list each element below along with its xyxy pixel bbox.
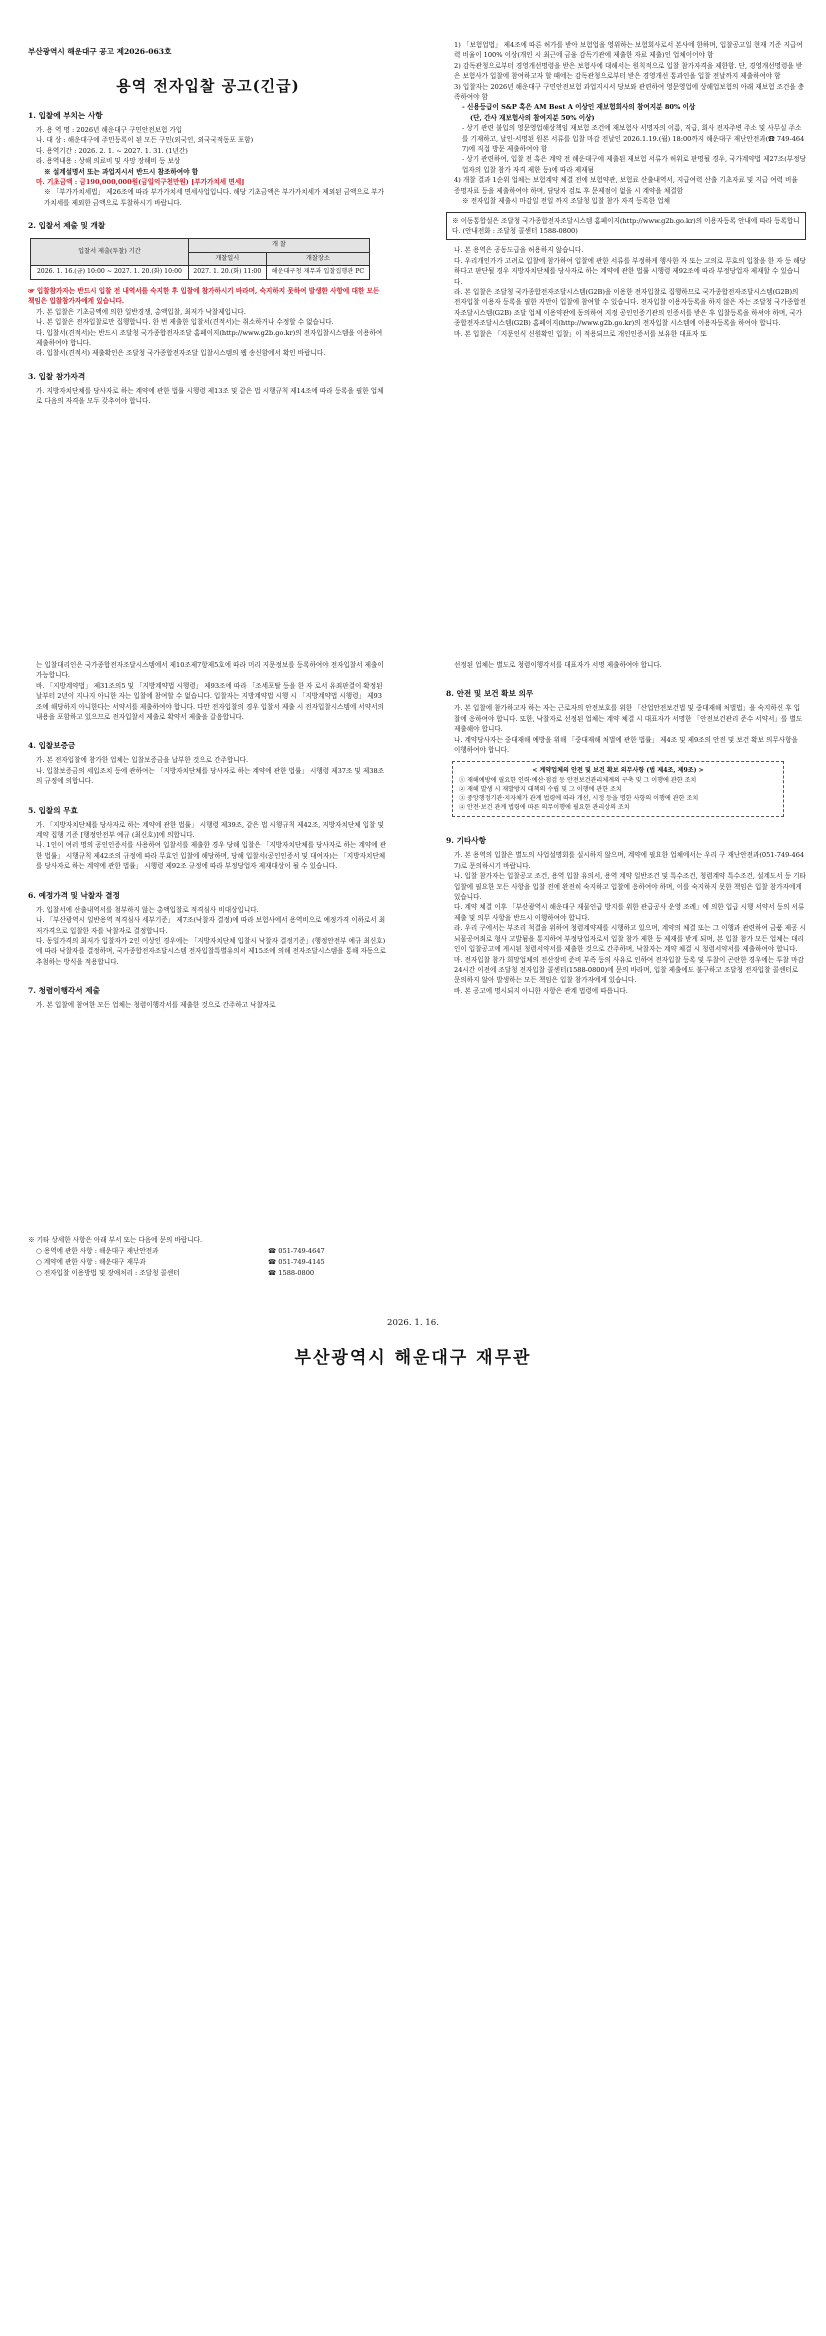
page2-right-column	[446, 660, 806, 996]
issuer-signature: 부산광역시 해운대구 재무관	[294, 1348, 532, 1368]
section-9-heading: 9. 기타사항	[446, 836, 486, 846]
table-header-opening: 개 찰	[188, 239, 369, 253]
contact-1-dept: ○ 용역에 관한 사항 : 해운대구 재난안전과	[36, 1247, 159, 1255]
s1-note-1: ※ 설계설명서 또는 과업지시서 반드시 참조하여야 함	[44, 167, 199, 176]
r1-item-na: 나. 본 용역은 공동도급을 허용하지 않습니다.	[454, 246, 584, 255]
registration-note: ※ 이동통합설은 조달청 국가종합전자조달시스템 홈페이지(http://www.g2b.go.kr)의 이용자등록 안내에 따라 등록합니다. (안내전화 : 조달청 콜센터 1588-0800)	[452, 216, 800, 235]
section-3-heading: 3. 입찰 참가자격	[28, 371, 86, 381]
table-header-time: 개찰일시	[188, 252, 266, 266]
s9-item-c: 다. 계약 체결 이후 「부산광역시 해운대구 재물인급 방지를 위한 관급공사 운영 조례」에 의한 입급 시행 서약서 등의 서류제출 및 의무 사항을 반드시 이행하여야 합니다.	[454, 903, 805, 922]
s1-item-c: 다. 용역기간 : 2026. 2. 1. ~ 2027. 1. 31. (1년간)	[36, 146, 188, 155]
notice-number: 부산광역시 해운대구 공고 제2026-063호	[28, 47, 172, 56]
s4-item-b: 나. 입찰보증금의 세입조치 등에 관하여는 「지방자치단체를 당사자로 하는 계약에 관한 법률」 시행령 제37조 및 제38조의 규정에 의합니다.	[36, 766, 385, 786]
s4-item-a: 가. 본 전자입찰에 참가한 업체는 입찰보증금을 납부한 것으로 간주합니다.	[36, 756, 249, 765]
s9-item-b: 나. 입찰 참가자는 입찰공고 조건, 용역 입찰 유의서, 용역 계약 일반조건 및 특수조건, 청렴계약 특수조건, 설계도서 등 기타 입찰에 필요한 모든 사항을 입찰 전에 완전히 숙지하고 입찰에 응하여야 하며, 이를 숙지하지 못한 책임은 입찰 참가자에게 있습니다.	[454, 872, 806, 902]
s6-item-c: 다. 동일가격의 최저가 입찰자가 2인 이상인 경우에는 「지방자치단체 입찰시 낙찰자 결정기준」(행정안전부 예규 최신호)에 따라 낙찰자를 결정하며, 국가종합전자조달시스템 전자입찰특별유의서 제15조에 의해 전자조달시스템을 통해 자동으로 추첨하는 방식을 적용합니다.	[36, 936, 386, 966]
section-6-heading: 6. 예정가격 및 낙찰자 결정	[28, 890, 120, 900]
s3-item-ba: 바. 「지방계약법」 제31조의5 및 「지방계약법 시행령」 제93조에 따라 「조세포탈 등을 한 자 로서 유죄판결이 확정된 날부터 2년이 지나지 아니한 자는 입찰에 참여할 수 없습니다. 입찰자는 지방계약법 시행 시 「지방계약법 시행령」 제93조에 해당하지 아니한다는 서약서를 제출하여야 합니다. 다만 전자입찰의 경우 입찰서 제출 시 전자입찰시스템에 서약서의 내용을 포함하고 있으므로 전자입찰서 제출로 확약서 제출을 갈음합니다.	[36, 681, 384, 722]
safety-box-item-3: ③ 중앙행정기관·지자체가 관계 법령에 따라 개선, 시정 등을 명한 사항의 이행에 관한 조치	[459, 795, 699, 803]
section-8-heading: 8. 안전 및 보건 확보 의무	[446, 689, 534, 699]
page1-left-column	[28, 46, 388, 407]
section-1-heading: 1. 입찰에 부치는 사항	[28, 111, 103, 120]
s2-item-a: 가. 본 입찰은 기초금액에 의한 일반경쟁, 총액입찰, 최저가 낙찰제입니다.	[36, 307, 246, 316]
r1-para-5: ※ 전자입찰 제출시 마감일 전일 까지 조달청 입찰 참가 자격 등록한 업체	[462, 197, 670, 206]
r1-para-1: 1) 「보험업법」 제4조에 따른 허가를 받아 보험업을 영위하는 보험회사로서 본사에 한하며, 입찰공고일 현재 기준 지급여력 비율이 100% 이상(개인 시 최근에 금융 감독기관에 제출한 자료 제출)인 업체이어야 함	[454, 41, 803, 60]
s2-warning: ☞ 입찰참가자는 반드시 입찰 전 내역서를 숙지한 후 입찰에 참가하시기 바라며, 숙지하지 못하여 발생한 사항에 대한 모든 책임은 입찰참가자에게 있습니다.	[28, 287, 380, 306]
r1-para-3a: - 신용등급이 S&P 혹은 AM Best A 이상인 재보험회사의 참여지분 80% 이상	[462, 103, 696, 112]
r1-para-3: 3) 입찰자는 2026년 해운대구 구민안전보험 과업지시서 당보와 관련하여 영문영업에 상해업보험의 아래 재보험 조건을 충족하여야 함	[454, 82, 805, 102]
page-3	[0, 1235, 826, 1435]
table-header-period: 입찰서 제출(투찰) 기간	[31, 239, 189, 266]
safety-box-item-1: ① 재해예방에 필요한 인력·예산·점검 등 안전보건관리체계의 구축 및 그 이행에 관한 조치	[459, 776, 697, 784]
registration-note-box	[446, 212, 806, 241]
s1-item-b: 나. 대 상 : 해운대구에 주민등록이 된 모든 구민(외국인, 외국국적동포 포함)	[36, 136, 254, 145]
schedule-table	[30, 238, 370, 280]
document-title: 용역 전자입찰 공고(긴급)	[116, 77, 300, 95]
page-2	[0, 660, 826, 1660]
page-1	[0, 0, 826, 620]
s3-continuation: 는 입찰대리인은 국가종합전자조달시스템에서 제10조제7항제5호에 따라 미리 지문정보를 등록하여야 전자입찰서 제출이 가능합니다.	[36, 661, 384, 680]
r1-para-3b: (단, 간사 재보험사의 참여지분 50% 이상)	[470, 113, 595, 122]
table-cell-time: 2027. 1. 20.(화) 11:00	[188, 266, 266, 280]
r1-item-ra: 라. 본 입찰은 조달청 국가종합전자조달시스템(G2B)을 이용한 전자입찰로 집행하므로 국가종합전자조달시스템(G2B)의 전자입찰 이용자 등록을 필한 자만이 입찰에 참여할 수 있습니다. 전자입찰 이용자등록을 하지 않은 자는 조달청 국가종합전자조달시스템(G2B) 조달 업체 이용약관에 동의하여 지정 공인인증기관의 인증서를 받은 후 입찰등록을 하셔야 하며, 국가종합전자조달시스템(G2B) 홈페이지(http://www.g2b.go.kr)의 전자입찰 시스템에 이용자등록을 하여야 합니다.	[454, 287, 807, 328]
s9-item-d: 라. 우리 구에서는 부조리 척결을 위하여 청렴계약제를 시행하고 있으며, 계약의 체결 또는 그 이행과 관련하여 금품 제공 시 뇌물공여죄로 형사 고발됨을 통지하여 부정당업자로서 입찰 참가 제한 등 제재를 받게 되며, 본 입찰 참가 모든 업체는 대리인이 입찰공고에 게시된 청렴서약서를 제출한 것으로 간주하며, 낙찰자는 계약 체결 시 청렴서약서를 제출하여야 합니다.	[454, 924, 806, 954]
contact-line-1	[28, 1246, 448, 1257]
s6-item-a: 가. 입찰서에 산출내역서를 첨부하지 않는 총액입찰로 적격심사 비대상입니다.	[36, 905, 259, 914]
safety-box-title: < 계약업체의 안전 및 보건 확보 의무사항 (법 제4조, 제9조) >	[532, 767, 704, 775]
safety-duties-box	[452, 761, 784, 817]
section-7-heading: 7. 청렴이행각서 제출	[28, 986, 100, 996]
contact-line-3	[28, 1268, 448, 1279]
s1-item-d: 라. 용역내용 : 상해 의료비 및 사망 장해비 등 보상	[36, 157, 181, 166]
contact-line-2	[28, 1257, 448, 1268]
s9-item-ma: 마. 전자입찰 참가 희망업체의 전산장비 준비 부족 등의 사유로 인하여 전자입찰 등록 및 투찰이 곤란한 경우에는 투찰 마감 24시간 이전에 조달청 전자입찰 콜센터(1588-0800)에 문의 바라며, 입찰 제출에도 불구하고 조달청 전자입찰 콜센터로 문의하지 않아 발생하는 모든 책임은 입찰 참가자에게 있습니다.	[454, 955, 804, 985]
table-header-place: 개찰장소	[266, 252, 369, 266]
safety-box-item-4: ④ 안전·보건 관계 법령에 따른 의무이행에 필요한 관리상의 조치	[459, 804, 630, 812]
page1-right-column	[446, 40, 806, 339]
issue-date: 2026. 1. 16.	[387, 1318, 439, 1328]
s9-item-a: 가. 본 용역의 입찰은 별도의 사업설명회를 실시하지 않으며, 계약에 필요한 업체에서는 우리 구 재난안전과(051-749-4647)로 문의하시기 바랍니다.	[454, 851, 805, 870]
s6-item-b: 나. 「부산광역시 일반용역 적격심사 세부기준」 제7조(낙찰자 결정)에 따라 보험사에서 용역비으로 예정가격 이하로서 최저가격으로 입찰한 자를 낙찰자로 결정합니다.	[36, 916, 386, 935]
r1-item-da: 다. 우리개인가가 고려로 입찰에 참가하여 입찰에 관한 서류를 부정하게 행사한 자 또는 고의로 무효의 입찰을 한 자 등 해당하다고 판단될 경우 지방자치단체를 당사자로 하는 계약에 관한 법률 시행령 제92조에 따라 부정당업자 제재할 수 있습니다.	[454, 256, 806, 286]
s1-note-2: ※ 「부가가치세법」 제26조에 따라 부가가치세 면세사업입니다. 해당 기초금액은 부가가치세가 제외된 금액으로 부가가치세를 제외한 금액으로 투찰하시기 바랍니다.	[44, 188, 384, 207]
contact-3-dept: ○ 전자입찰 이용방법 및 장애처리 : 조달청 콜센터	[36, 1269, 180, 1277]
s5-item-a: 가. 「지방자치단체를 당사자로 하는 계약에 관한 법률」 시행령 제39조, 같은 법 시행규칙 제42조, 지방자치단체 입찰 및 계약 집행 기준 [행정안전부 예규 (최신호)]에 의합니다.	[36, 820, 384, 840]
section-4-heading: 4. 입찰보증금	[28, 741, 76, 751]
contact-block	[28, 1235, 448, 1279]
s3-item-a: 가. 지방자치단체를 당사자로 하는 계약에 관한 법률 시행령 제13조 및 같은 법 시행규칙 제14조에 따라 등록을 필한 업체로 다음의 자격을 모두 갖추어야 합니다.	[36, 386, 384, 406]
s7-item-a: 가. 본 입찰에 참여한 모든 업체는 청렴이행각서를 제출한 것으로 간주하고 낙찰자로	[36, 1001, 276, 1010]
contact-2-phone: ☎ 051-749-4145	[268, 1258, 325, 1266]
s2-item-d: 라. 입찰서(견적서) 제출확인은 조달청 국가종합전자조달 입찰시스템의 웹 송신함에서 확인 바랍니다.	[36, 349, 326, 358]
s5-item-b: 나. 1인이 여러 명의 공인인증서를 사용하여 입찰서를 제출한 경우 당해 입찰은 「지방자치단체를 당사자로 하는 계약에 관한 법률」 시행규칙 제42조의 규정에 따라 무효인 입찰에 해당하며, 당해 입찰서(공인인증서 및 대여자)는 「지방자치단체를 당사자로 하는 계약에 관한 법률」 시행령 제92조 규정에 따라 부정당업자 제재대상이 될 수 있습니다.	[36, 841, 387, 871]
page2-left-column	[28, 660, 388, 1011]
r1-para-2: 2) 감독관청으로부터 경영개선명령을 받은 보험사에 대해서는 원칙적으로 입찰 참가자격을 제한함. 단, 경영개선명령을 받은 보험사가 입찰에 참여하고자 할 때에는 감독관청으로부터 받은 경영개선 통과인을 입찰 전날까지 제출하여야 함	[454, 61, 803, 81]
s8-item-b: 나. 계약당사자는 중대재해 예방을 위해 「중대재해 처벌에 관한 법률」 제4조 및 제9조의 안전 및 보건 확보 의무사항을 이행하여야 합니다.	[454, 735, 798, 755]
table-cell-place: 해운대구청 재무과 입찰집행관 PC	[266, 266, 369, 280]
section-2-heading: 2. 입찰서 제출 및 개찰	[28, 221, 106, 231]
r1-para-4: 4) 개찰 결과 1순위 업체는 보험계약 체결 전에 보험약관, 보험료 산출내역서, 지급여력 산출 기초자료 및 지급 여력 비율 증명자료 등을 제출하여야 하며, 담당자 검토 후 문제점이 없을 시 계약을 체결함	[454, 176, 798, 195]
s1-item-e: 마. 기초금액 : 금190,000,000원(금일억구천만원) [부가가치세 면세]	[36, 178, 245, 187]
contact-1-phone: ☎ 051-749-4647	[268, 1247, 325, 1255]
s8-item-a: 가. 본 입찰에 참가하고자 하는 자는 근로자의 안전보호를 위한 「산업안전보건법 및 중대재해 처벌법」을 숙지하신 후 입찰에 응하여야 합니다. 또한, 낙찰자로 선정된 업체는 계약 체결 시 대표자가 서명한 「안전보건관리 준수 서약서」를 별도 제출해야 합니다.	[454, 704, 803, 734]
table-cell-period: 2026. 1. 16.(금) 10:00 ~ 2027. 1. 20.(화) 10:00	[31, 266, 189, 280]
contact-intro: ※ 기타 상세한 사항은 아래 부서 또는 다음에 문의 바랍니다.	[28, 1236, 203, 1244]
s7-continuation: 선정된 업체는 별도로 청렴이행각서를 대표자가 서명 제출하여야 합니다.	[454, 661, 662, 669]
section-5-heading: 5. 입찰의 무효	[28, 805, 78, 815]
safety-box-item-2: ② 재해 발생 시 재발방지 대책의 수립 및 그 이행에 관한 조치	[459, 785, 622, 793]
s1-item-a: 가. 용 역 명 : 2026년 해운대구 구민안전보험 가입	[36, 126, 183, 134]
r1-para-3c: - 상기 관련 불입의 영문영업해상책임 재보험 조건에 재보험사 서명자의 이름, 직급, 회사 전자주변 주소 및 사무실 주소를 기재하고, 날인·서명된 원본 서류를 입찰 마감 전날인 2026.1.19.(월) 18:00까지 해운대구 재난안전과(☎ 749-4647)에 직접 방문 제출하여야 함	[462, 124, 805, 154]
r1-item-ma: 마. 본 입찰은 「지문인식 신원확인 입찰」이 적용되므로 개인인증서를 보유한 대표자 또	[454, 329, 707, 338]
r1-para-3d: - 상기 관련하여, 입찰 전 혹은 계약 전 해운대구에 제출된 재보험 서류가 허위로 판명될 경우, 국가계약법 제27조(부정당업자의 입찰 참가 자격 제한 등)에 따라 제재됨	[462, 155, 806, 174]
contact-3-phone: ☎ 1588-0800	[268, 1269, 315, 1277]
s2-item-c: 다. 입찰서(견적서)는 반드시 조달청 국가종합전자조달 홈페이지(http://www.g2b.go.kr)의 전자입찰시스템을 이용하여 제출하여야 합니다.	[36, 328, 383, 348]
s9-item-ba: 바. 본 공고에 명시되지 아니한 사항은 관계 법령에 따릅니다.	[454, 986, 628, 995]
s2-item-b: 나. 본 입찰은 전자입찰로만 집행합니다. 한 번 제출한 입찰서(견적서)는 취소하거나 수정할 수 없습니다.	[36, 318, 334, 327]
contact-2-dept: ○ 계약에 관한 사항 : 해운대구 재무과	[36, 1258, 146, 1266]
